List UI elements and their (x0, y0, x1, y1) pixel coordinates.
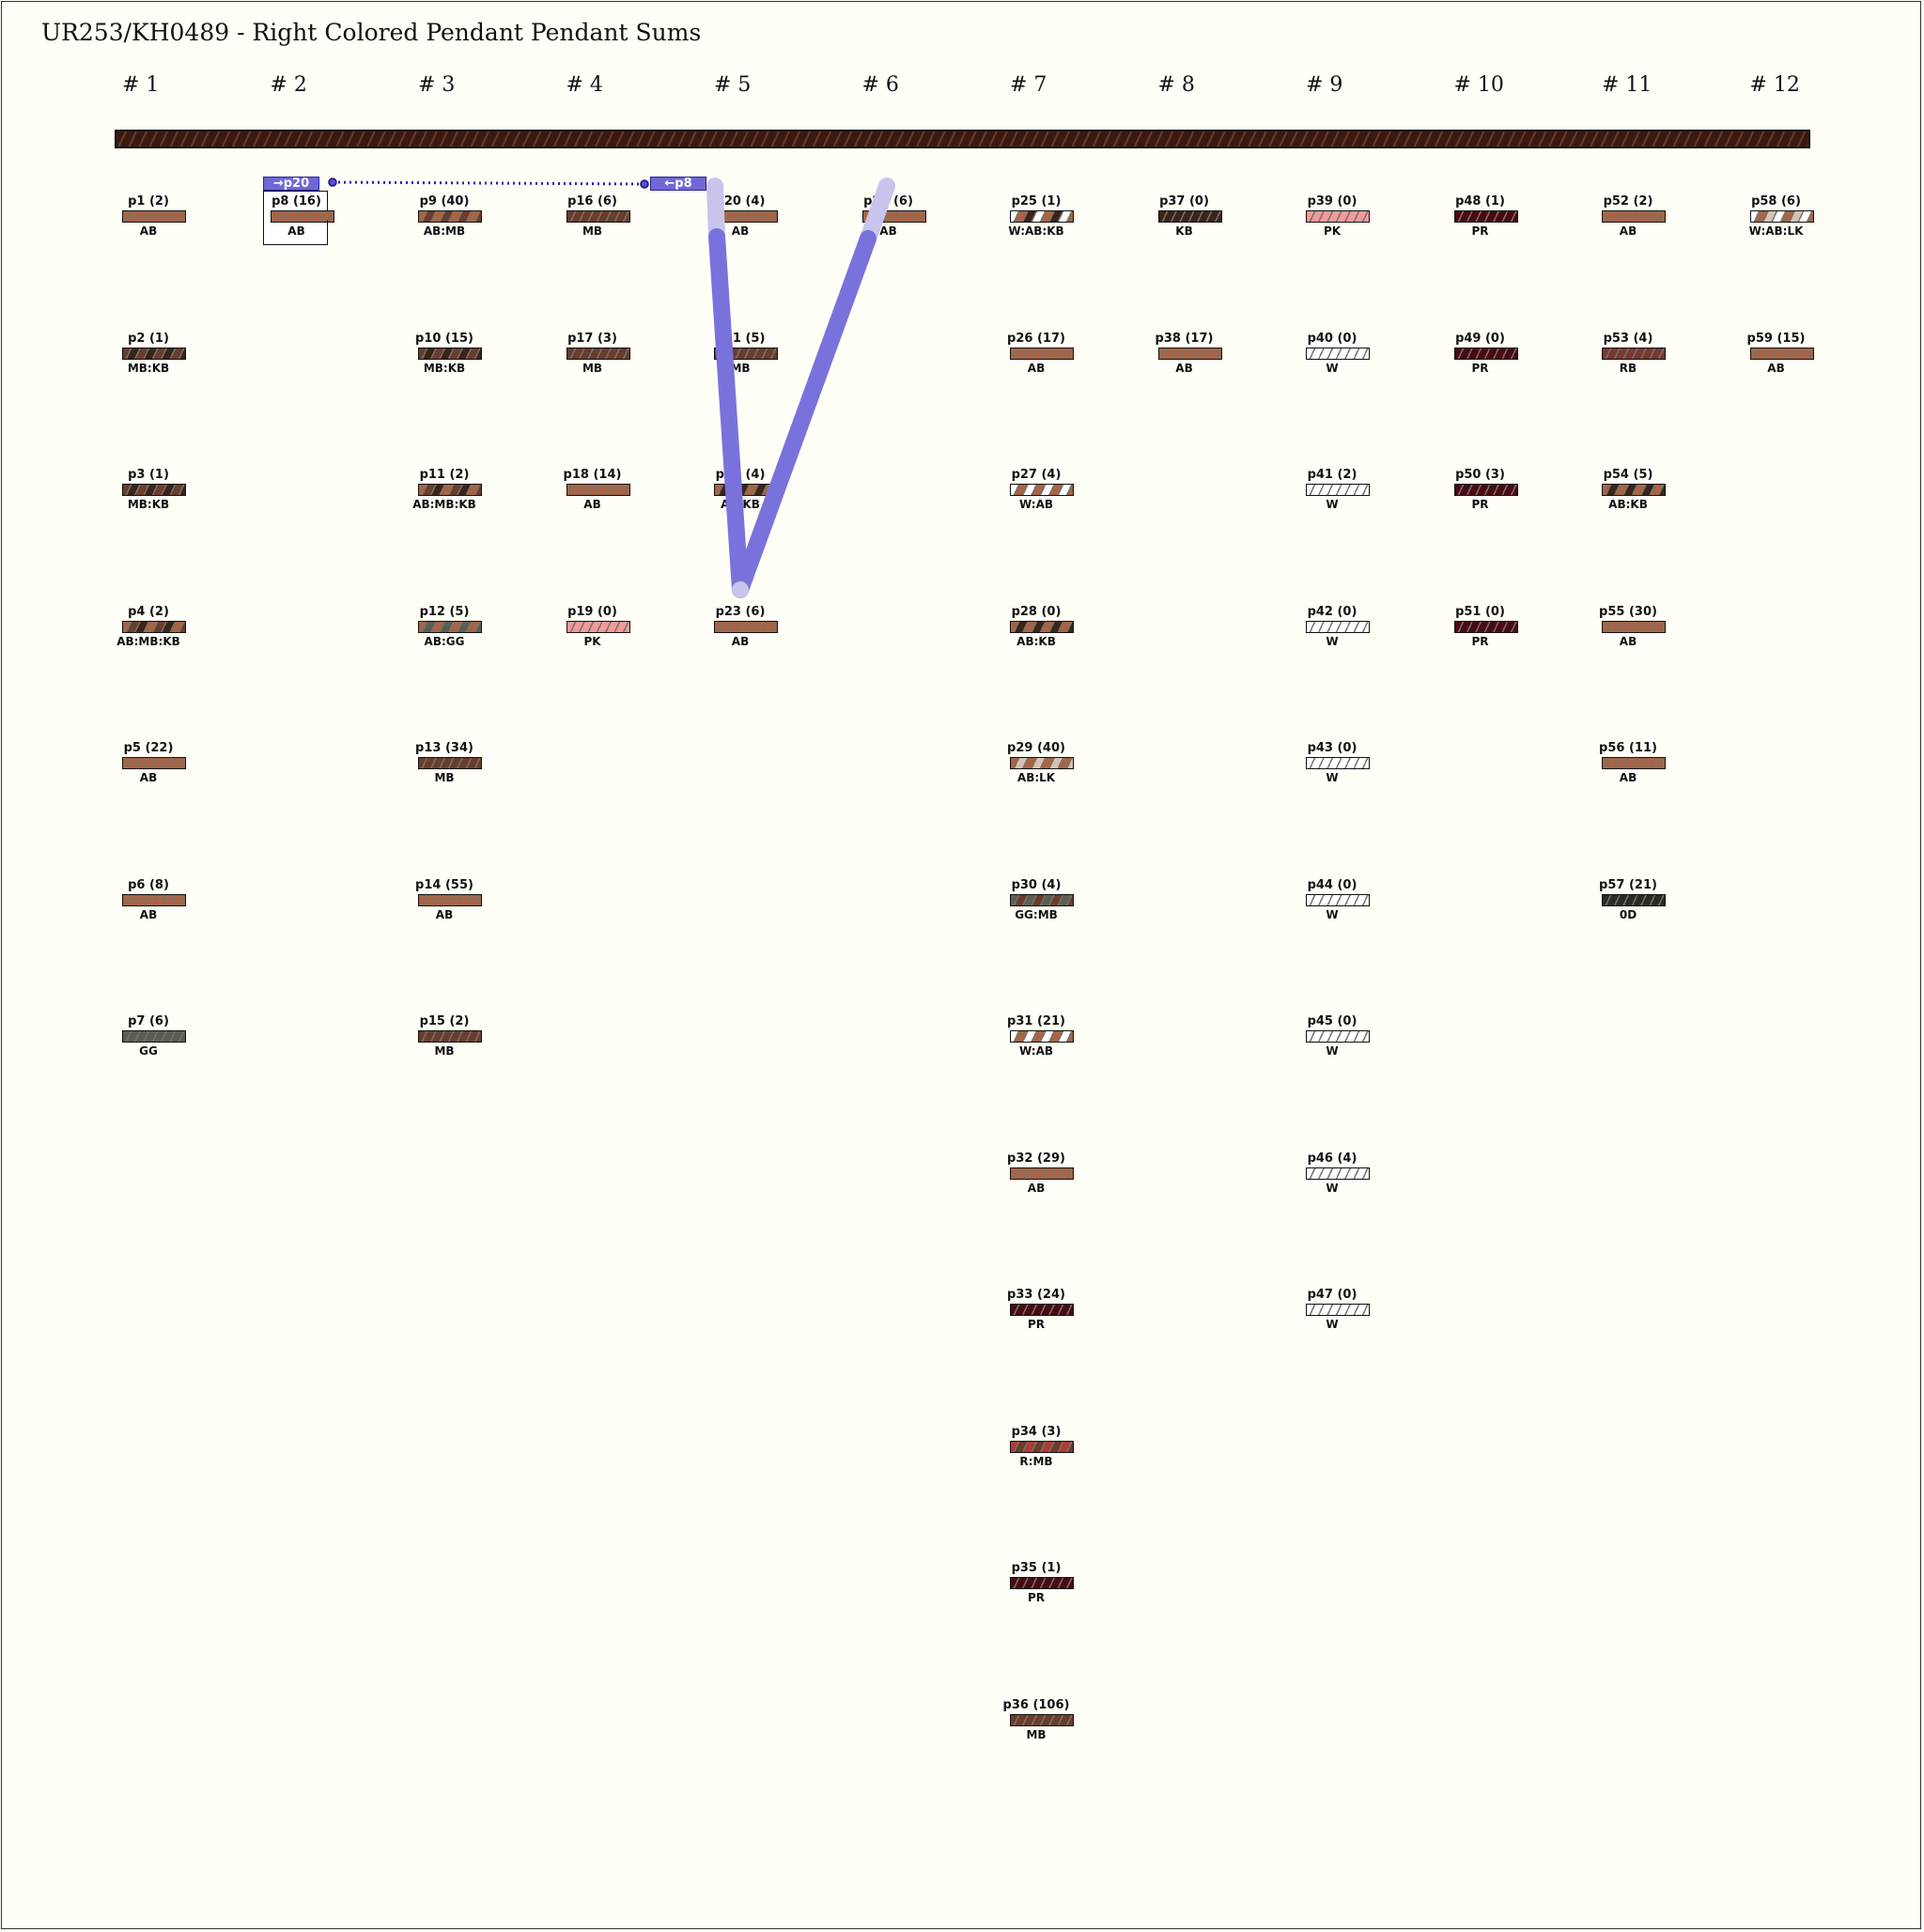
pendant-label: p4 (2) (128, 604, 169, 619)
pendant-label: p2 (1) (128, 331, 169, 346)
pendant-color-code: MB (582, 224, 603, 238)
pendant-color-code: W:AB:LK (1748, 224, 1804, 238)
column-header-7: # 7 (1010, 73, 1047, 97)
column-header-5: # 5 (714, 73, 752, 97)
pendant-label: p37 (0) (1159, 194, 1209, 209)
pendant-label: p53 (4) (1603, 331, 1653, 346)
pendant-color-code: AB:KB (1608, 498, 1648, 511)
p8-p20-dotted-link (333, 182, 644, 184)
p23-sum-node (732, 581, 749, 598)
pendant-color-code: AB (139, 907, 158, 921)
pendant-color-code: PR (1471, 498, 1489, 511)
pendant-color-code: MB (1026, 1727, 1047, 1741)
pendant-label: p55 (30) (1599, 604, 1657, 619)
pendant-color-code: AB:KB (1016, 634, 1056, 648)
pendant-color-code: AB:MB (423, 224, 466, 238)
pendant-color-code: AB (1767, 361, 1785, 375)
pendant-label: p6 (8) (128, 877, 169, 892)
pendant-label: p23 (6) (715, 604, 766, 619)
pendant-color-code: W (1326, 498, 1339, 511)
pendant-color-code: PR (1027, 1318, 1046, 1331)
pendant-label: p54 (5) (1603, 468, 1653, 482)
pendant-color-code: AB (1027, 1181, 1046, 1195)
pendant-label: p42 (0) (1307, 604, 1358, 619)
pendant-label: p25 (1) (1011, 194, 1062, 209)
column-header-1: # 1 (122, 73, 160, 97)
pendant-label: p33 (24) (1007, 1288, 1065, 1302)
pendant-color-code: AB (731, 634, 750, 648)
pendant-color-code: W:AB (1018, 1044, 1054, 1058)
pendant-label: p45 (0) (1307, 1014, 1358, 1028)
pendant-color-code: MB (434, 771, 455, 784)
pendant-label: p40 (0) (1307, 331, 1358, 346)
pendant-label: p13 (34) (415, 741, 473, 755)
pendant-label: p36 (106) (1002, 1697, 1070, 1712)
pendant-label: p10 (15) (415, 331, 473, 346)
pendant-label: p34 (3) (1011, 1424, 1062, 1439)
pendant-label: p35 (1) (1011, 1561, 1062, 1575)
pendant-label: p30 (4) (1011, 877, 1062, 892)
pendant-color-code: MB (730, 361, 751, 375)
pendant-color-code: GG (139, 1044, 158, 1058)
pendant-label: p7 (6) (128, 1014, 169, 1028)
column-header-10: # 10 (1453, 73, 1504, 97)
pendant-label: p12 (5) (419, 604, 470, 619)
pendant-label: p15 (2) (419, 1014, 470, 1028)
column-header-12: # 12 (1749, 73, 1800, 97)
pendant-color-code: W (1326, 1318, 1339, 1331)
pendant-label: p18 (14) (563, 468, 622, 482)
pendant-color-code: AB:LK (1016, 771, 1056, 784)
pendant-color-code: AB (435, 907, 454, 921)
pendant-color-code: AB (1619, 634, 1637, 648)
pendant-label: p5 (22) (123, 741, 174, 755)
pendant-label: p17 (3) (567, 331, 617, 346)
column-header-6: # 6 (861, 73, 899, 97)
pendant-label: p27 (4) (1011, 468, 1062, 482)
column-header-8: # 8 (1157, 73, 1195, 97)
pendant-color-code: W:AB:KB (1008, 224, 1064, 238)
pendant-label: p39 (0) (1307, 194, 1358, 209)
pendant-color-code: W (1326, 634, 1339, 648)
pendant-label: p51 (0) (1455, 604, 1505, 619)
pendant-color-code: AB (731, 224, 750, 238)
pendant-color-code: KB (1175, 224, 1193, 238)
pendant-label: p14 (55) (415, 877, 473, 892)
pendant-label: p58 (6) (1751, 194, 1801, 209)
pendant-label: p56 (11) (1599, 741, 1657, 755)
pendant-label: p9 (40) (419, 194, 470, 209)
pendant-label: p57 (21) (1599, 877, 1657, 892)
pendant-label: p50 (3) (1455, 468, 1505, 482)
pendant-color-code: PR (1027, 1591, 1046, 1604)
pendant-label: p44 (0) (1307, 877, 1358, 892)
page-title: UR253/KH0489 - Right Colored Pendant Pendant Sums (41, 19, 702, 46)
p20-link-endpoint (641, 180, 648, 188)
pendant-color-code: MB (434, 1044, 455, 1058)
pendant-color-code: PR (1471, 224, 1489, 238)
pendant-label: p26 (17) (1007, 331, 1065, 346)
pendant-label: p24 (6) (863, 194, 913, 209)
pendant-color-code: MB:KB (423, 361, 466, 375)
pendant-label: p46 (4) (1307, 1151, 1358, 1166)
pendant-color-code: W (1326, 907, 1339, 921)
pendant-label: p38 (17) (1155, 331, 1214, 346)
pendant-label: p16 (6) (567, 194, 617, 209)
pendant-color-code: MB:KB (127, 498, 170, 511)
column-header-2: # 2 (270, 73, 307, 97)
pendant-color-code: AB (1619, 771, 1637, 784)
pendant-color-code: AB (1619, 224, 1637, 238)
pendant-color-code: PR (1471, 634, 1489, 648)
pendant-color-code: AB:KB (721, 498, 760, 511)
pendant-color-code: W (1326, 1181, 1339, 1195)
column-header-4: # 4 (566, 73, 603, 97)
pendant-label: p41 (2) (1307, 468, 1358, 482)
pendant-color-code: W:AB (1018, 498, 1054, 511)
pendant-color-code: RB (1619, 361, 1637, 375)
pendant-label: p47 (0) (1307, 1288, 1358, 1302)
pendant-label: p8 (16) (272, 194, 321, 209)
pendant-label: p43 (0) (1307, 741, 1358, 755)
pendant-label: p52 (2) (1603, 194, 1653, 209)
pendant-color-code: GG:MB (1015, 907, 1058, 921)
pendant-label: p3 (1) (128, 468, 169, 482)
column-header-3: # 3 (418, 73, 456, 97)
column-header-11: # 11 (1602, 73, 1652, 97)
pendant-color-code: W (1326, 1044, 1339, 1058)
pendant-color-code: AB:MB:KB (412, 498, 476, 511)
pendant-label: p1 (2) (128, 194, 169, 209)
pendant-color-code: MB:KB (127, 361, 170, 375)
pendant-label: p48 (1) (1455, 194, 1505, 209)
pendant-label: p28 (0) (1011, 604, 1062, 619)
pendant-color-code: 0D (1619, 907, 1637, 921)
link-from-p8-label[interactable]: ←p8 (650, 177, 706, 191)
pendant-color-code: AB:GG (424, 634, 465, 648)
pendant-label: p11 (2) (419, 468, 470, 482)
pendant-color-code: W (1326, 361, 1339, 375)
pendant-label: p32 (29) (1007, 1151, 1065, 1166)
p24-sum-link (740, 239, 868, 590)
pendant-color-code: PK (583, 634, 601, 648)
pendant-color-code: AB (879, 224, 897, 238)
pendant-color-code: AB (287, 224, 305, 238)
pendant-label: p59 (15) (1746, 331, 1806, 346)
p8-link-endpoint (329, 178, 336, 186)
pendant-color-code: PK (1323, 224, 1342, 238)
pendant-label: p21 (5) (715, 331, 766, 346)
pendant-color-code: W (1326, 771, 1339, 784)
pendant-label: p19 (0) (567, 604, 617, 619)
pendant-color-code: AB (139, 771, 158, 784)
pendant-label: p31 (21) (1007, 1014, 1065, 1028)
link-to-p20-label[interactable]: →p20 (263, 177, 319, 191)
pendant-color-code: AB (583, 498, 601, 511)
pendant-color-code: AB (1175, 361, 1193, 375)
pendant-label: p29 (40) (1007, 741, 1065, 755)
pendant-label: p49 (0) (1455, 331, 1505, 346)
p20-sum-link (717, 237, 740, 590)
pendant-label: p22 (4) (715, 468, 766, 482)
pendant-color-code: AB (139, 224, 158, 238)
pendant-color-code: MB (582, 361, 603, 375)
pendant-color-code: R:MB (1019, 1454, 1053, 1468)
pendant-color-code: PR (1471, 361, 1489, 375)
pendant-label: p20 (4) (715, 194, 766, 209)
pendant-color-code: AB (1027, 361, 1046, 375)
column-header-9: # 9 (1306, 73, 1343, 97)
pendant-color-code: AB:MB:KB (116, 634, 180, 648)
